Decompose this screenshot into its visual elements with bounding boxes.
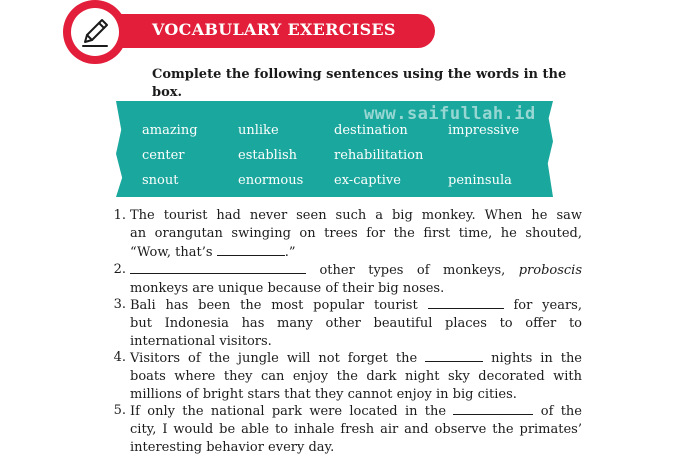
exercise-number: 4.	[113, 350, 126, 365]
answer-blank[interactable]	[217, 243, 285, 256]
word-item: enormous	[238, 173, 304, 188]
exercise-text: millions of bright stars that they cannot enjoy in big cities.	[130, 387, 517, 402]
exercise-number: 1.	[113, 208, 126, 223]
exercise-text: .”	[284, 245, 296, 260]
watermark: www.saifullah.id	[364, 104, 536, 124]
exercise-text: proboscis	[518, 263, 582, 278]
word-item: rehabilitation	[334, 148, 424, 163]
exercise-text: If only the national park were located in the	[130, 404, 447, 419]
answer-blank[interactable]	[130, 261, 306, 274]
exercise-text: city, I would be able to inhale fresh air and observe the primates’	[130, 422, 582, 437]
pencil-icon	[71, 8, 119, 56]
exercise-text: monkeys are unique because of their big noses.	[130, 281, 445, 296]
exercise-text: other types of monkeys,	[319, 263, 506, 278]
exercise-number: 3.	[113, 297, 126, 312]
exercise-item	[113, 207, 582, 262]
word-item: snout	[142, 173, 179, 188]
exercise-text: nights in the	[491, 351, 583, 366]
exercise-number: 2.	[113, 262, 126, 277]
word-item: ex-captive	[334, 173, 401, 188]
pencil-badge	[63, 0, 127, 64]
answer-blank[interactable]	[428, 296, 504, 309]
word-item: center	[142, 148, 185, 163]
exercise-text: interesting behavior every day.	[130, 440, 335, 455]
word-item: impressive	[448, 123, 520, 138]
answer-blank[interactable]	[425, 349, 483, 362]
exercise-item	[113, 402, 582, 457]
exercise-item	[113, 349, 583, 404]
exercise-text: boats where they can enjoy the dark night sky decorated with	[130, 369, 582, 384]
word-item: peninsula	[448, 173, 512, 188]
exercise-text: but Indonesia has many other beautiful places to offer to	[130, 316, 582, 331]
word-item: unlike	[238, 123, 279, 138]
exercise-text: The tourist had never seen such a big monkey. When he saw	[130, 208, 582, 223]
exercise-text: “Wow, that’s	[130, 245, 213, 260]
exercise-number: 5.	[113, 403, 126, 418]
section-title: VOCABULARY EXERCISES	[152, 20, 396, 39]
exercise-item	[113, 261, 582, 298]
word-item: amazing	[142, 123, 198, 138]
exercise-text: of the	[540, 404, 582, 419]
answer-blank[interactable]	[453, 402, 533, 415]
word-item: destination	[334, 123, 408, 138]
exercise-text: an orangutan swinging on trees for the first time, he shouted,	[130, 226, 582, 241]
instruction-text: Complete the following sentences using the words in the box.	[152, 67, 567, 100]
exercise-item	[113, 296, 582, 351]
word-item: establish	[238, 148, 298, 163]
exercise-text: Bali has been the most popular tourist	[130, 298, 418, 313]
exercise-text: international visitors.	[130, 334, 272, 349]
exercise-text: Visitors of the jungle will not forget the	[130, 351, 418, 366]
exercise-text: for years,	[513, 298, 582, 313]
